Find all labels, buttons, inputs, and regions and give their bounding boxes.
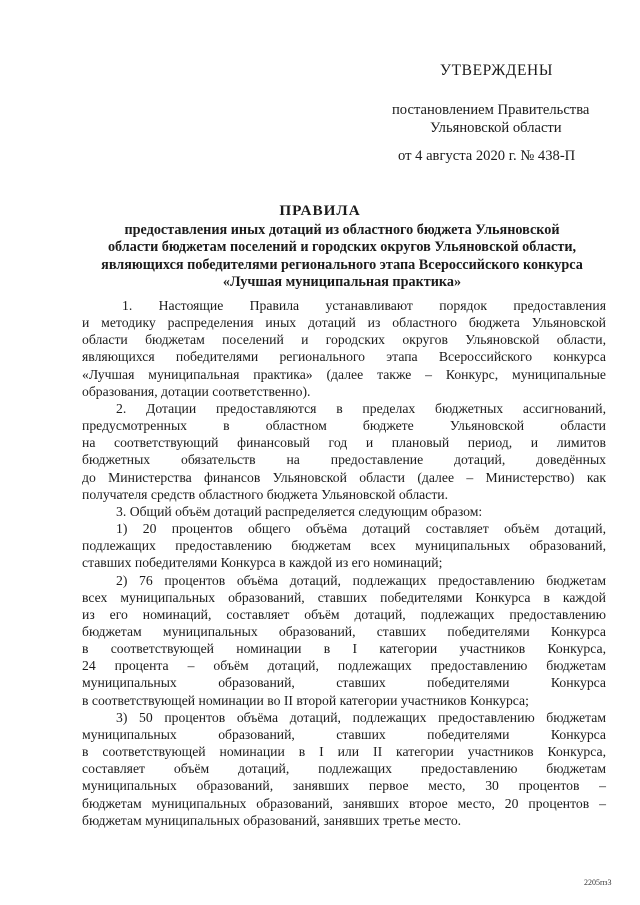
item-2-line: в соответствующей номинации в I категории участников Конкурса, [82, 641, 606, 657]
item-1-line: подлежащих предоставлению бюджетам всех муниципальных образований, [82, 538, 606, 554]
paragraph-1-line: и методику распределения иных дотаций из областного бюджета Ульяновской [82, 315, 606, 331]
paragraph-1-line: «Лучшая муниципальная практика» (далее также – Конкурс, муниципальные [82, 366, 606, 382]
item-2-line: всех муниципальных образований, ставших победителями Конкурса в каждой [82, 589, 606, 605]
item-2-line: 2) 76 процентов объёма дотаций, подлежащих предоставлению бюджетам [116, 572, 606, 588]
paragraph-2-line: 2. Дотации предоставляются в пределах бюджетных ассигнований, [116, 400, 606, 416]
paragraph-3-line: 3. Общий объём дотаций распределяется следующим образом: [116, 503, 483, 519]
subtitle-line: предоставления иных дотаций из областного бюджета Ульяновской [124, 222, 560, 238]
item-2-line: бюджетам муниципальных образований, ставших победителями Конкурса [82, 623, 606, 639]
paragraph-1-line: области бюджетам поселений и городских округов Ульяновской области, [82, 332, 606, 348]
decree-line-1: постановлением Правительства [392, 102, 590, 118]
approval-stamp-title: УТВЕРЖДЕНЫ [440, 62, 553, 79]
item-1-line: ставших победителями Конкурса в каждой из его номинаций; [82, 555, 443, 571]
subtitle-line: области бюджетам поселений и городских округов Ульяновской области, [107, 239, 577, 256]
document-title: ПРАВИЛА [279, 202, 361, 219]
footer-code: 2205пз3 [584, 878, 612, 887]
subtitle-line: «Лучшая муниципальная практика» [222, 273, 462, 290]
paragraph-2-line: бюджетных обязательств на предоставление дотаций, доведённых [82, 452, 606, 468]
item-2-line: из его номинаций, составляет объём дотаций, подлежащих предоставлению [82, 606, 606, 622]
item-3-line: в соответствующей номинации в I или II категории участников Конкурса, [82, 744, 606, 760]
paragraph-2-line: получателя средств областного бюджета Ульяновской области. [82, 486, 449, 502]
paragraph-1-line: 1. Настоящие Правила устанавливают порядок предоставления [122, 298, 606, 313]
item-1-line: 1) 20 процентов общего объёма дотаций составляет объём дотаций, [116, 521, 606, 537]
decree-date: от 4 августа 2020 г. № 438-П [398, 148, 576, 164]
paragraph-2-line: на соответствующий финансовый год и плановый период, и лимитов [82, 435, 606, 451]
decree-line-2: Ульяновской области [430, 120, 562, 136]
document-body [82, 297, 606, 829]
paragraph-1-line: являющихся победителями регионального этапа Всероссийского конкурса [82, 349, 606, 365]
item-3-line: бюджетам муниципальных образований, занявших третье место. [82, 812, 462, 828]
item-3-line: составляет объём дотаций, подлежащих предоставлению бюджетам [82, 761, 606, 777]
item-3-line: бюджетам муниципальных образований, занявших второе место, 20 процентов – [82, 795, 606, 811]
item-3-line: муниципальных образований, занявших первое место, 30 процентов – [82, 778, 606, 794]
item-2-line: 24 процента – объём дотаций, подлежащих предоставлению бюджетам [82, 658, 606, 674]
document-subtitle [78, 222, 606, 291]
paragraph-2-line: предусмотренных в областном бюджете Ульяновской области [82, 418, 606, 434]
item-2-line: муниципальных образований, ставших победителями Конкурса [82, 675, 606, 691]
paragraph-1-line: образования, дотации соответственно). [82, 383, 311, 399]
item-3-line: 3) 50 процентов объёма дотаций, подлежащих предоставлению бюджетам [116, 709, 606, 725]
subtitle-line: являющихся победителями регионального этапа Всероссийского конкурса [101, 256, 583, 273]
item-3-line: муниципальных образований, ставших победителями Конкурса [82, 726, 606, 742]
item-2-line: в соответствующей номинации во II второй категории участников Конкурса; [82, 692, 529, 708]
paragraph-2-line: до Министерства финансов Ульяновской области (далее – Министерство) как [82, 469, 606, 485]
